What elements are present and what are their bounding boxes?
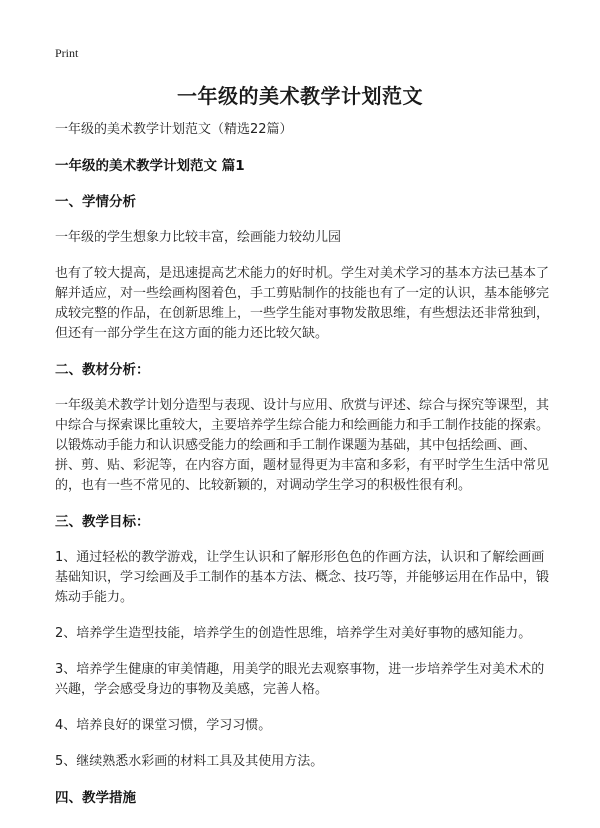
list-item: 1、通过轻松的教学游戏，让学生认识和了解形形色色的作画方法，认识和了解绘画画基础知识，学习绘画及手工制作的基本方法、概念、技巧等，并能够运用在作品中，锻炼动手能力。: [55, 550, 550, 605]
document-subtitle: 一年级的美术教学计划范文（精选22篇）: [55, 122, 293, 137]
heading-teaching-goals: 三、教学目标：: [55, 514, 150, 530]
document-body: [55, 120, 550, 808]
section-title: 一年级的美术教学计划范文 篇1: [55, 158, 245, 174]
list-item: 3、培养学生健康的审美情趣，用美学的眼光去观察事物，进一步培养学生对美术术的兴趣，学会感受身边的事物及美感，完善人格。: [55, 662, 545, 697]
heading-material-analysis: 二、教材分析：: [55, 362, 150, 378]
print-label: Print: [55, 46, 79, 60]
list-item: 5、继续熟悉水彩画的材料工具及其使用方法。: [55, 754, 324, 769]
heading-teaching-measures: 四、教学措施: [55, 790, 136, 806]
list-item: 2、培养学生造型技能，培养学生的创造性思维，培养学生对美好事物的感知能力。: [55, 626, 532, 641]
paragraph: 一年级美术教学计划分造型与表现、设计与应用、欣赏与评述、综合与探究等课型，其中综合与探索课比重较大，主要培养学生综合能力和绘画能力和手工制作技能的探索。以锻炼动手能力和认识感受能力的绘画和手工制作课题为基础，其中包括绘画、画、拼、剪、贴、彩泥等，在内容方面，题材显得更为丰富和多彩，有平时学生生活中常见的，也有一些不常见的、比较新颖的，对调动学生学习的积极性很有利。: [55, 398, 550, 493]
heading-learning-analysis: 一、学情分析: [55, 194, 136, 210]
paragraph: 也有了较大提高，是迅速提高艺术能力的好时机。学生对美术学习的基本方法已基本了解并适应，对一些绘画构图着色，手工剪贴制作的技能也有了一定的认识，基本能够完成较完整的作品，在创新思维上，一些学生能对事物发散思维，有些想法还非常独到，但还有一部分学生在这方面的能力还比较欠缺。: [55, 266, 550, 341]
list-item: 4、培养良好的课堂习惯，学习习惯。: [55, 718, 272, 733]
paragraph: 一年级的学生想象力比较丰富，绘画能力较幼儿园: [55, 230, 342, 245]
page-title: 一年级的美术教学计划范文: [177, 84, 423, 108]
